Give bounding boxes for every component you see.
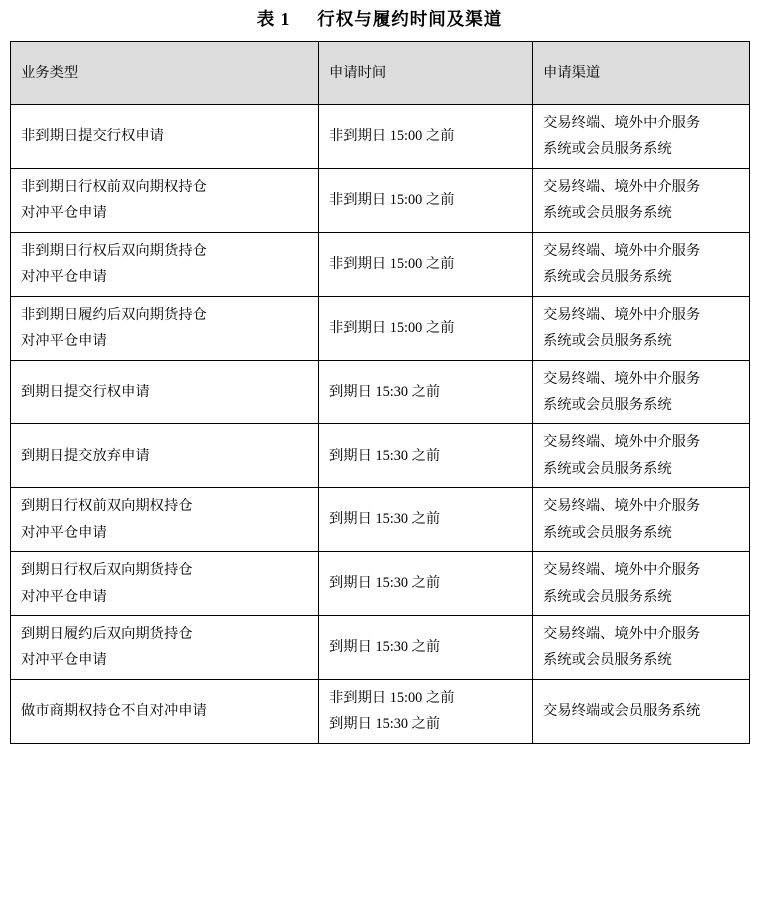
cell-application-time-line: 到期日 15:30 之前: [329, 639, 441, 656]
cell-business-type-line: 做市商期权持仓不自对冲申请: [21, 703, 207, 720]
cell-business-type-line: 非到期日履约后双向期货持仓: [21, 306, 207, 323]
cell-application-channel-line: 系统或会员服务系统: [543, 460, 672, 477]
table-row: [11, 168, 750, 232]
cell-application-channel-line: 系统或会员服务系统: [543, 652, 672, 669]
cell-application-channel-line: 交易终端、境外中介服务: [543, 115, 701, 131]
cell-application-channel: [533, 105, 750, 169]
cell-business-type-line: 到期日提交放弃申请: [21, 447, 150, 464]
cell-business-type-line: 对冲平仓申请: [21, 652, 107, 669]
cell-application-time: [319, 424, 533, 488]
cell-business-type: [11, 424, 319, 488]
table-number-label: 表 1: [256, 9, 291, 29]
cell-application-time-line: 到期日 15:30 之前: [329, 447, 441, 464]
table-row: [11, 105, 750, 169]
cell-business-type-line: 到期日提交行权申请: [21, 383, 150, 400]
cell-application-channel-line: 交易终端、境外中介服务: [543, 626, 701, 642]
table-row: [11, 232, 750, 296]
cell-application-time: [319, 168, 533, 232]
table-body: [11, 105, 750, 744]
cell-application-time-line: 非到期日 15:00 之前: [329, 319, 455, 336]
cell-application-channel: [533, 360, 750, 424]
table-row: [11, 424, 750, 488]
cell-business-type-line: 到期日行权前双向期权持仓: [21, 498, 193, 515]
cell-application-channel-line: 系统或会员服务系统: [543, 141, 672, 158]
cell-application-channel: [533, 488, 750, 552]
cell-application-channel-line: 系统或会员服务系统: [543, 333, 672, 350]
cell-application-time-line: 非到期日 15:00 之前: [329, 689, 455, 706]
page-title: [0, 0, 759, 41]
table-row: [11, 488, 750, 552]
table-header: [11, 42, 750, 105]
cell-application-channel: [533, 424, 750, 488]
cell-application-channel: [533, 168, 750, 232]
cell-application-time-line: 到期日 15:30 之前: [329, 383, 441, 400]
table-row: [11, 616, 750, 680]
cell-business-type-line: 非到期日行权后双向期货持仓: [21, 242, 207, 259]
cell-application-time-line: 非到期日 15:00 之前: [329, 255, 455, 272]
table-row: [11, 296, 750, 360]
cell-business-type: [11, 488, 319, 552]
cell-application-time: [319, 296, 533, 360]
cell-business-type-line: 对冲平仓申请: [21, 205, 107, 222]
cell-business-type-line: 对冲平仓申请: [21, 524, 107, 541]
cell-application-channel-line: 交易终端、境外中介服务: [543, 562, 701, 579]
cell-application-time: [319, 105, 533, 169]
column-header-business-type: 业务类型: [11, 42, 319, 105]
table-row: [11, 679, 750, 743]
table-title-text: 行权与履约时间及渠道: [317, 9, 503, 29]
cell-application-time: [319, 360, 533, 424]
cell-business-type-line: 非到期日行权前双向期权持仓: [21, 178, 207, 195]
cell-application-channel-line: 交易终端、境外中介服务: [543, 178, 701, 195]
column-header-application-channel: 申请渠道: [533, 42, 750, 105]
cell-application-time: [319, 616, 533, 680]
cell-business-type-line: 对冲平仓申请: [21, 333, 107, 350]
cell-application-time-line: 到期日 15:30 之前: [329, 575, 441, 592]
cell-business-type-line: 到期日履约后双向期货持仓: [21, 626, 193, 642]
cell-business-type-line: 对冲平仓申请: [21, 588, 107, 605]
table-row: [11, 360, 750, 424]
cell-application-channel: [533, 552, 750, 616]
cell-business-type: [11, 360, 319, 424]
cell-application-time: [319, 679, 533, 743]
cell-application-channel-line: 系统或会员服务系统: [543, 205, 672, 222]
cell-application-channel: [533, 296, 750, 360]
cell-application-time-line: 到期日 15:30 之前: [329, 511, 441, 528]
cell-application-channel-line: 交易终端、境外中介服务: [543, 242, 701, 259]
table-header-row: [11, 42, 750, 105]
table-row: [11, 552, 750, 616]
cell-application-channel: [533, 679, 750, 743]
cell-application-time-line: 到期日 15:30 之前: [329, 716, 441, 733]
cell-business-type: [11, 168, 319, 232]
cell-application-channel: [533, 232, 750, 296]
cell-business-type: [11, 296, 319, 360]
cell-application-channel-line: 系统或会员服务系统: [543, 588, 672, 605]
cell-business-type-line: 到期日行权后双向期货持仓: [21, 562, 193, 579]
cell-application-time-line: 非到期日 15:00 之前: [329, 128, 455, 145]
cell-application-channel-line: 交易终端、境外中介服务: [543, 306, 701, 323]
cell-business-type: [11, 105, 319, 169]
cell-application-time: [319, 552, 533, 616]
cell-application-channel-line: 交易终端、境外中介服务: [543, 498, 701, 515]
cell-business-type: [11, 616, 319, 680]
column-header-application-time: 申请时间: [319, 42, 533, 105]
cell-application-channel: [533, 616, 750, 680]
cell-application-time: [319, 232, 533, 296]
cell-application-channel-line: 系统或会员服务系统: [543, 396, 672, 413]
cell-application-channel-line: 交易终端、境外中介服务: [543, 434, 701, 451]
cell-business-type-line: 对冲平仓申请: [21, 269, 107, 286]
cell-business-type-line: 非到期日提交行权申请: [21, 128, 164, 145]
cell-application-time-line: 非到期日 15:00 之前: [329, 192, 455, 209]
cell-application-channel-line: 系统或会员服务系统: [543, 524, 672, 541]
cell-application-channel-line: 交易终端或会员服务系统: [543, 703, 701, 720]
cell-application-time: [319, 488, 533, 552]
cell-application-channel-line: 系统或会员服务系统: [543, 269, 672, 286]
exercise-schedule-table: [10, 41, 750, 744]
cell-business-type: [11, 552, 319, 616]
cell-business-type: [11, 679, 319, 743]
cell-application-channel-line: 交易终端、境外中介服务: [543, 370, 701, 387]
cell-business-type: [11, 232, 319, 296]
